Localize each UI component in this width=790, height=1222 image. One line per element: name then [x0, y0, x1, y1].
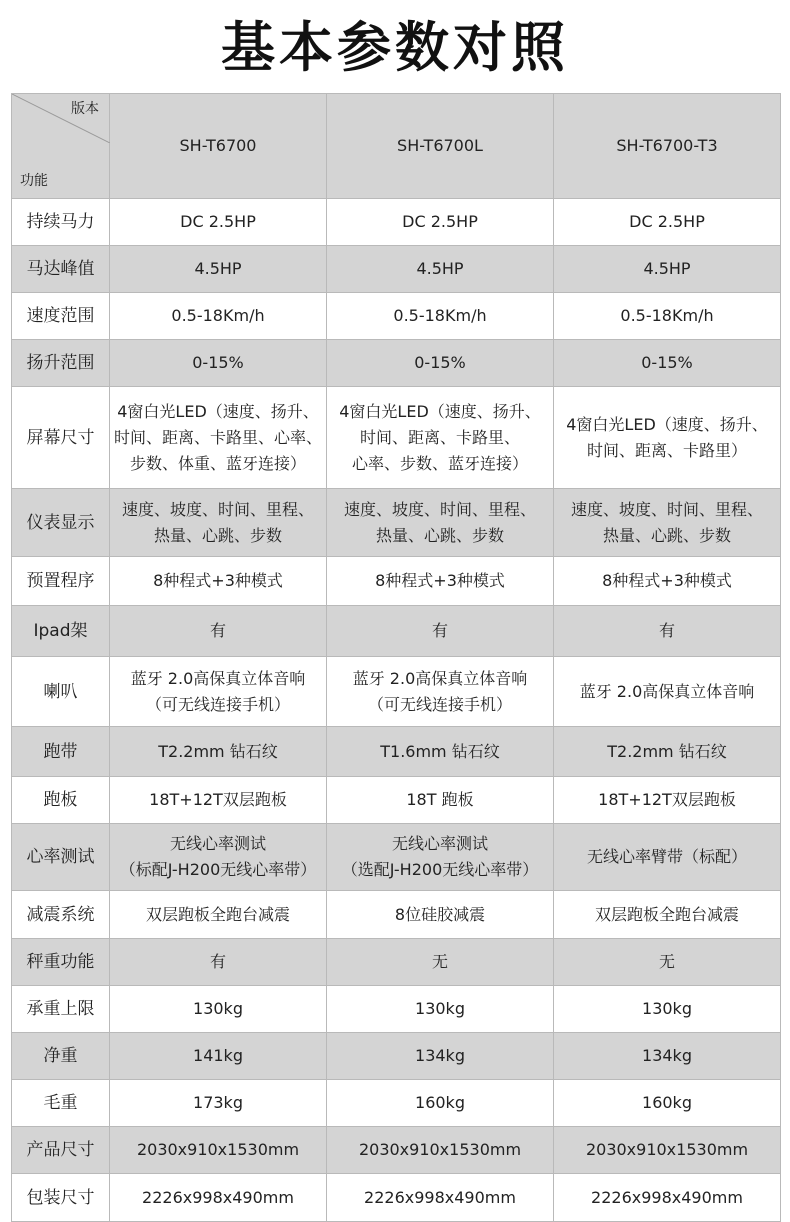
- model-header: SH-T6700L: [327, 94, 554, 199]
- value-cell: 有: [110, 606, 327, 657]
- table-row: [12, 727, 781, 777]
- table-row: [12, 606, 781, 657]
- value-cell: 双层跑板全跑台减震: [110, 891, 327, 939]
- value-cell: 2030x910x1530mm: [110, 1127, 327, 1174]
- row-label: 毛重: [12, 1080, 110, 1127]
- value-cell: 8种程式+3种模式: [554, 557, 781, 606]
- table-row: [12, 1080, 781, 1127]
- value-cell: 蓝牙 2.0高保真立体音响 （可无线连接手机）: [110, 657, 327, 727]
- table-row: [12, 1127, 781, 1174]
- table-row: [12, 824, 781, 891]
- spec-table: [11, 93, 781, 1222]
- table-row: [12, 340, 781, 387]
- value-cell: T2.2mm 钻石纹: [554, 727, 781, 777]
- value-cell: 无线心率臂带（标配）: [554, 824, 781, 891]
- value-cell: 无线心率测试 （选配J-H200无线心率带）: [327, 824, 554, 891]
- corner-version-label: 版本: [71, 101, 99, 117]
- value-cell: 有: [327, 606, 554, 657]
- value-cell: 130kg: [110, 986, 327, 1033]
- table-row: [12, 293, 781, 340]
- value-cell: 2030x910x1530mm: [554, 1127, 781, 1174]
- value-cell: 160kg: [554, 1080, 781, 1127]
- row-label: 承重上限: [12, 986, 110, 1033]
- table-row: [12, 986, 781, 1033]
- value-cell: 18T 跑板: [327, 777, 554, 824]
- value-cell: DC 2.5HP: [327, 199, 554, 246]
- row-label: 速度范围: [12, 293, 110, 340]
- value-cell: 0-15%: [554, 340, 781, 387]
- table-row: [12, 777, 781, 824]
- page-title: 基本参数对照: [221, 16, 569, 79]
- value-cell: 8位硅胶减震: [327, 891, 554, 939]
- value-cell: 无: [554, 939, 781, 986]
- table-row: [12, 246, 781, 293]
- value-cell: 0-15%: [110, 340, 327, 387]
- value-cell: 134kg: [554, 1033, 781, 1080]
- row-label: 跑板: [12, 777, 110, 824]
- value-cell: T1.6mm 钻石纹: [327, 727, 554, 777]
- row-label: 屏幕尺寸: [12, 387, 110, 489]
- value-cell: 2030x910x1530mm: [327, 1127, 554, 1174]
- row-label: 仪表显示: [12, 489, 110, 557]
- table-row: [12, 891, 781, 939]
- row-label: 跑带: [12, 727, 110, 777]
- value-cell: 4窗白光LED（速度、扬升、 时间、距离、卡路里）: [554, 387, 781, 489]
- table-row: [12, 557, 781, 606]
- corner-cell: [12, 94, 110, 199]
- model-header: SH-T6700-T3: [554, 94, 781, 199]
- row-label: 持续马力: [12, 199, 110, 246]
- value-cell: 速度、坡度、时间、里程、 热量、心跳、步数: [327, 489, 554, 557]
- row-label: 心率测试: [12, 824, 110, 891]
- value-cell: 速度、坡度、时间、里程、 热量、心跳、步数: [554, 489, 781, 557]
- row-label: 产品尺寸: [12, 1127, 110, 1174]
- table-row: [12, 199, 781, 246]
- value-cell: T2.2mm 钻石纹: [110, 727, 327, 777]
- value-cell: 141kg: [110, 1033, 327, 1080]
- row-label: 喇叭: [12, 657, 110, 727]
- value-cell: 4窗白光LED（速度、扬升、 时间、距离、卡路里、心率、 步数、体重、蓝牙连接）: [110, 387, 327, 489]
- value-cell: 0.5-18Km/h: [327, 293, 554, 340]
- value-cell: 双层跑板全跑台减震: [554, 891, 781, 939]
- row-label: 扬升范围: [12, 340, 110, 387]
- value-cell: 无线心率测试 （标配J-H200无线心率带）: [110, 824, 327, 891]
- value-cell: 18T+12T双层跑板: [554, 777, 781, 824]
- value-cell: DC 2.5HP: [110, 199, 327, 246]
- value-cell: 4窗白光LED（速度、扬升、 时间、距离、卡路里、 心率、步数、蓝牙连接）: [327, 387, 554, 489]
- table-row: [12, 489, 781, 557]
- table-row: [12, 387, 781, 489]
- value-cell: 无: [327, 939, 554, 986]
- value-cell: 18T+12T双层跑板: [110, 777, 327, 824]
- value-cell: 4.5HP: [110, 246, 327, 293]
- row-label: 预置程序: [12, 557, 110, 606]
- corner-function-label: 功能: [20, 173, 48, 189]
- value-cell: 速度、坡度、时间、里程、 热量、心跳、步数: [110, 489, 327, 557]
- value-cell: 0-15%: [327, 340, 554, 387]
- table-row: [12, 1033, 781, 1080]
- value-cell: 8种程式+3种模式: [110, 557, 327, 606]
- value-cell: 0.5-18Km/h: [110, 293, 327, 340]
- row-label: Ipad架: [12, 606, 110, 657]
- row-label: 秤重功能: [12, 939, 110, 986]
- table-row: [12, 1174, 781, 1222]
- value-cell: 0.5-18Km/h: [554, 293, 781, 340]
- row-label: 包装尺寸: [12, 1174, 110, 1222]
- value-cell: 蓝牙 2.0高保真立体音响 （可无线连接手机）: [327, 657, 554, 727]
- value-cell: 130kg: [554, 986, 781, 1033]
- value-cell: 134kg: [327, 1033, 554, 1080]
- value-cell: 160kg: [327, 1080, 554, 1127]
- value-cell: 173kg: [110, 1080, 327, 1127]
- row-label: 马达峰值: [12, 246, 110, 293]
- value-cell: 4.5HP: [327, 246, 554, 293]
- table-row: [12, 939, 781, 986]
- value-cell: 130kg: [327, 986, 554, 1033]
- value-cell: 蓝牙 2.0高保真立体音响: [554, 657, 781, 727]
- header-row: [12, 94, 781, 199]
- table-row: [12, 657, 781, 727]
- value-cell: 有: [110, 939, 327, 986]
- model-header: SH-T6700: [110, 94, 327, 199]
- value-cell: 2226x998x490mm: [327, 1174, 554, 1222]
- row-label: 减震系统: [12, 891, 110, 939]
- value-cell: 8种程式+3种模式: [327, 557, 554, 606]
- value-cell: DC 2.5HP: [554, 199, 781, 246]
- value-cell: 有: [554, 606, 781, 657]
- row-label: 净重: [12, 1033, 110, 1080]
- value-cell: 4.5HP: [554, 246, 781, 293]
- value-cell: 2226x998x490mm: [554, 1174, 781, 1222]
- value-cell: 2226x998x490mm: [110, 1174, 327, 1222]
